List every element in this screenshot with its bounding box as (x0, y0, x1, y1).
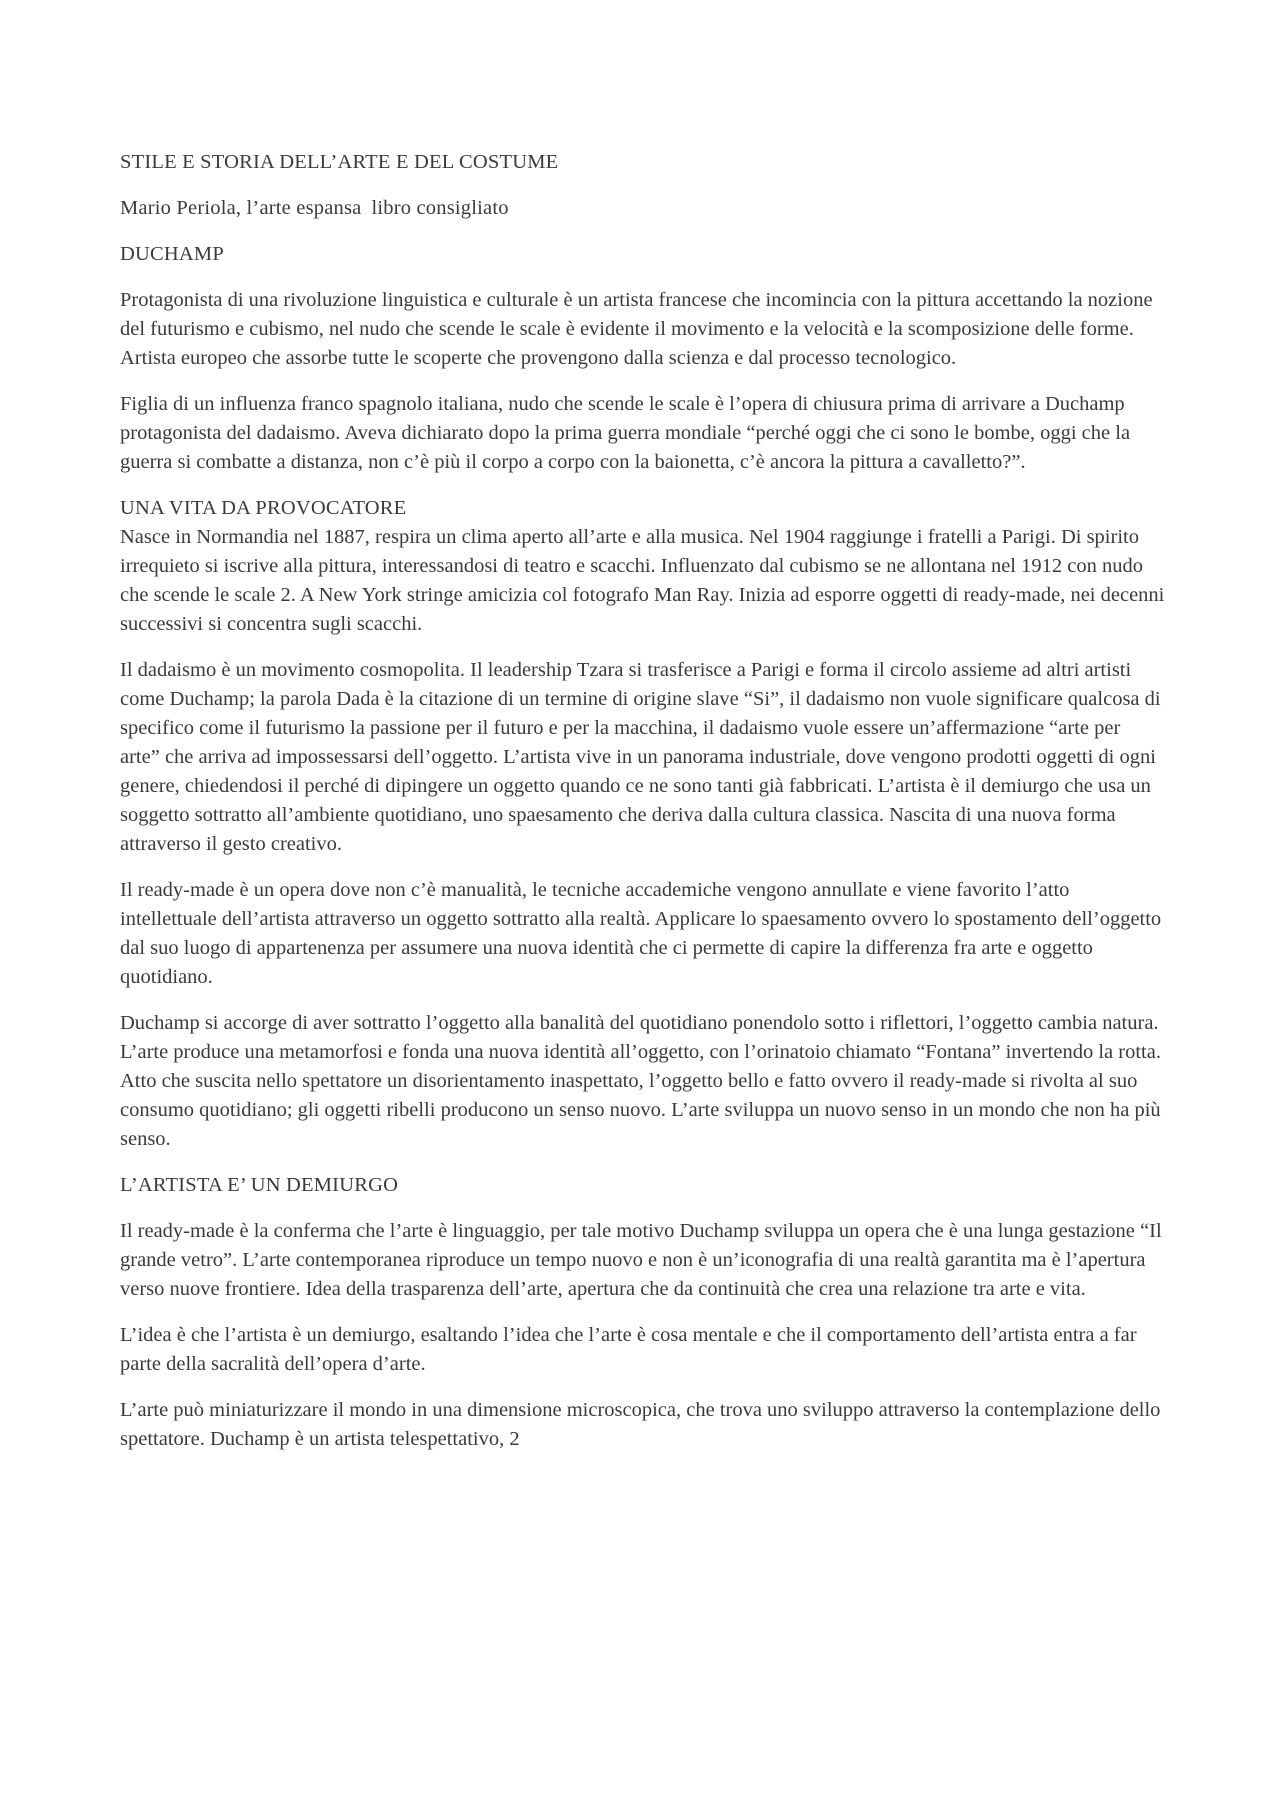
paragraph: L’arte può miniaturizzare il mondo in una dimensione microscopica, che trova uno sviluppo attraverso la contemplazione dello spettatore. Duchamp è un artista telespettativo, 2 (120, 1399, 1161, 1450)
paragraph: Duchamp si accorge di aver sottratto l’oggetto alla banalità del quotidiano ponendolo sotto i riflettori, l’oggetto cambia natura. L’arte produce una metamorfosi e fonda una nuova identità all’oggetto, con l’orinatoio chiamato “Fontana” invertendo la rotta. Atto che suscita nello spettatore un disorientamento inaspettato, l’oggetto bello e fatto ovvero il ready-made si rivolta al suo consumo quotidiano; gli oggetti ribelli producono un senso nuovo. L’arte sviluppa un nuovo senso in un mondo che non ha più senso. (120, 1012, 1161, 1150)
paragraph: Il ready-made è un opera dove non c’è manualità, le tecniche accademiche vengono annullate e viene favorito l’atto intellettuale dell’artista attraverso un oggetto sottratto alla realtà. Applicare lo spaesamento ovvero lo spostamento dell’oggetto dal suo luogo di appartenenza per assumere una nuova identità che ci permette di capire la differenza fra arte e oggetto quotidiano. (120, 879, 1162, 988)
book-reference-author: Mario Periola, l’arte espansa (120, 197, 362, 219)
section-heading-duchamp: DUCHAMP (120, 243, 224, 265)
book-reference-note: libro consigliato (371, 197, 509, 219)
document-page (120, 148, 1165, 1471)
paragraph: Nasce in Normandia nel 1887, respira un clima aperto all’arte e alla musica. Nel 1904 raggiunge i fratelli a Parigi. Di spirito irrequieto si iscrive alla pittura, interessandosi di teatro e scacchi. Influenzato dal cubismo se ne allontana nel 1912 con nudo che scende le scale 2. A New York stringe amicizia col fotografo Man Ray. Inizia ad esporre oggetti di ready-made, nei decenni successivi si concentra sugli scacchi. (120, 526, 1165, 635)
paragraph: Figlia di un influenza franco spagnolo italiana, nudo che scende le scale è l’opera di chiusura prima di arrivare a Duchamp protagonista del dadaismo. Aveva dichiarato dopo la prima guerra mondiale “perché oggi che ci sono le bombe, oggi che la guerra si combatte a distanza, non c’è più il corpo a corpo con la baionetta, c’è ancora la pittura a cavalletto?”. (120, 393, 1131, 473)
document-title: STILE E STORIA DELL’ARTE E DEL COSTUME (120, 151, 559, 173)
paragraph: Il dadaismo è un movimento cosmopolita. Il leadership Tzara si trasferisce a Parigi e forma il circolo assieme ad altri artisti come Duchamp; la parola Dada è la citazione di un termine di origine slave “Si”, il dadaismo non vuole significare qualcosa di specifico come il futurismo la passione per il futuro e per la macchina, il dadaismo vuole essere un’affermazione “arte per arte” che arriva ad impossessarsi dell’oggetto. L’artista vive in un panorama industriale, dove vengono prodotti oggetti di ogni genere, chiedendosi il perché di dipingere un oggetto quando ce ne sono tanti già fabbricati. L’artista è il demiurgo che usa un soggetto sottratto all’ambiente quotidiano, uno spaesamento che deriva dalla cultura classica. Nascita di una nuova forma attraverso il gesto creativo. (120, 659, 1161, 855)
paragraph: L’idea è che l’artista è un demiurgo, esaltando l’idea che l’arte è cosa mentale e che il comportamento dell’artista entra a far parte della sacralità dell’opera d’arte. (120, 1324, 1137, 1375)
paragraph: Il ready-made è la conferma che l’arte è linguaggio, per tale motivo Duchamp sviluppa un opera che è una lunga gestazione “Il grande vetro”. L’arte contemporanea riproduce un tempo nuovo e non è un’iconografia di una realtà garantita ma è l’apertura verso nuove frontiere. Idea della trasparenza dell’arte, apertura che da continuità che crea una relazione tra arte e vita. (120, 1220, 1162, 1300)
section-heading-demiurgo: L’ARTISTA E’ UN DEMIURGO (120, 1174, 399, 1196)
section-heading-provocatore: UNA VITA DA PROVOCATORE (120, 497, 407, 519)
paragraph: Protagonista di una rivoluzione linguistica e culturale è un artista francese che incomincia con la pittura accettando la nozione del futurismo e cubismo, nel nudo che scende le scale è evidente il movimento e la velocità e la scomposizione delle forme. Artista europeo che assorbe tutte le scoperte che provengono dalla scienza e dal processo tecnologico. (120, 289, 1153, 369)
book-reference (120, 194, 1165, 223)
